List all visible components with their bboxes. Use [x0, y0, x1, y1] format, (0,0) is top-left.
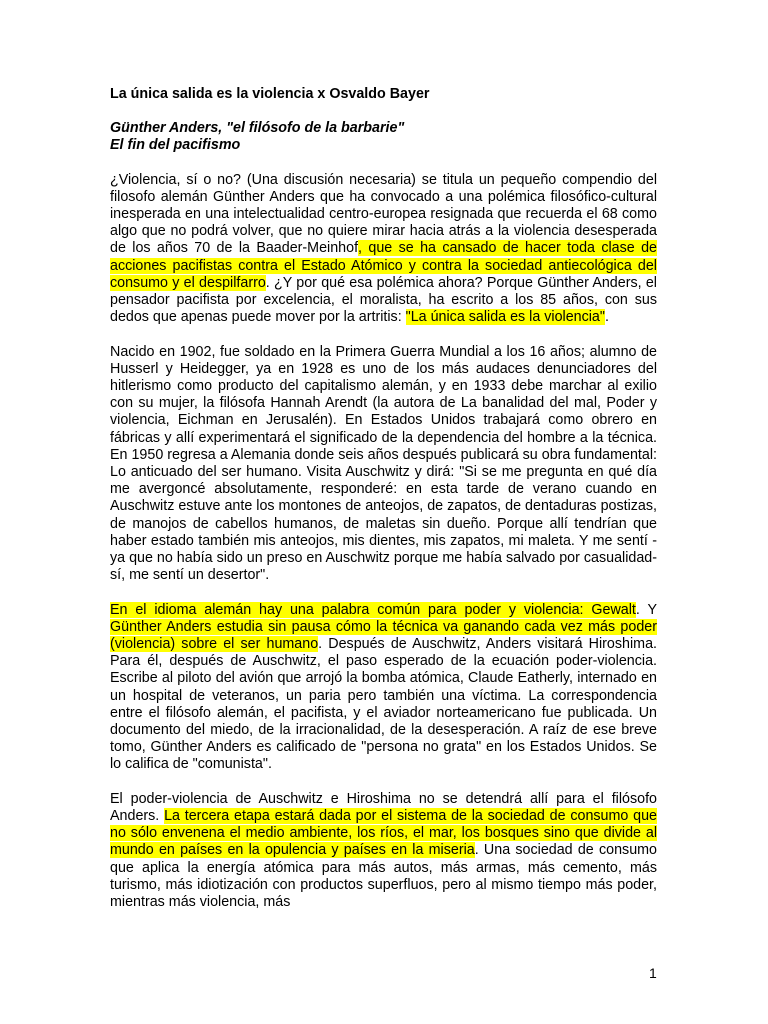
subtitle-line-1: Günther Anders, "el filósofo de la barbarie" — [110, 120, 405, 137]
paragraph-text: . ¿Y por qué esa polémica ahora? Porque Günther Anders, el pensador pacifista por excelencia, el moralista, ha escrito a los 85 años, con sus dedos que apenas puede mover por la artritis: — [110, 274, 657, 326]
subtitle-line-2: El fin del pacifismo — [110, 137, 241, 154]
page-number: 1 — [649, 965, 657, 981]
paragraph-text: . Una sociedad de consumo que aplica la energía atómica para más autos, más armas, más cemento, más turismo, más idiotización con productos superfluos, pero al mismo tiempo más poder, mientras más violencia, más — [110, 842, 658, 911]
paragraph-text: . Y — [635, 601, 657, 618]
paragraph-2 — [110, 344, 657, 585]
paragraph-1 — [110, 172, 657, 327]
highlighted-text: La tercera etapa estará dada por el sistema de la sociedad de consumo que no sólo envenena el medio ambiente, los ríos, el mar, los bosques sino que divide al mundo en países en la opulencia y países en la miseria — [110, 808, 657, 859]
paragraph-text: . Después de Auschwitz, Anders visitará Hiroshima. Para él, después de Auschwitz, el paso esperado de la ecuación poder-violencia. Escribe al piloto del avión que arrojó la bomba atómica, Claude Eatherly, internado en un hospital de veteranos, un paria pero también una víctima. La correspondencia entre el filósofo alemán, el pacifista, y el aviador norteamericano fue publicada. Un documento del miedo, de la irracionalidad, de la desesperación. A raíz de ese breve tomo, Günther Anders es calificado de "persona no grata" en los Estados Unidos. Se lo califica de "comunista". — [110, 636, 657, 773]
paragraph-4 — [110, 791, 657, 911]
paragraph-text: Nacido en 1902, fue soldado en la Primera Guerra Mundial a los 16 años; alumno de Husserl y Heidegger, ya en 1928 es uno de los más audaces denunciadores del hitlerismo como producto del capitalismo alemán, y en 1933 debe marchar al exilio con su mujer, la filósofa Hannah Arendt (la autora de La banalidad del mal, Poder y violencia, Eichman en Jerusalén). En Estados Unidos trabajará como obrero en fábricas y allí experimentará el significado de la dependencia del hombre a la técnica. En 1950 regresa a Alemania donde seis años después publicará su obra fundamental: Lo anticuado del ser humano. Visita Auschwitz y dirá: "Si se me pregunta en qué día me avergoncé absolutamente, responderé: en esta tarde de verano cuando en Auschwitz estuve ante los montones de anteojos, de zapatos, de dentaduras postizas, de manojos de cabellos humanos, de maletas sin dueño. Porque allí tendrían que haber estado también mis anteojos, mis dientes, mis zapatos, mi maleta. Y me sentí -ya que no había sido un preso en Auschwitz porque me había salvado por casualidad- sí, me sentí un desertor". — [110, 343, 657, 584]
paragraph-3 — [110, 602, 657, 774]
paragraph-text: . — [604, 309, 609, 326]
document-title: La única salida es la violencia x Osvaldo Bayer — [110, 86, 430, 102]
paragraph-text: El poder-violencia de Auschwitz e Hiroshima no se detendrá allí para el filósofo Anders. — [110, 790, 657, 825]
highlighted-text: "La única salida es la violencia" — [405, 309, 605, 326]
highlighted-text: En el idioma alemán hay una palabra común para poder y violencia: Gewalt — [110, 601, 636, 618]
highlighted-text: , que se ha cansado de hacer toda clase de acciones pacifistas contra el Estado Atómico y contra la sociedad antiecológica del consumo y el despilfarro — [110, 240, 658, 291]
document-subtitle — [110, 120, 657, 154]
paragraph-text: ¿Violencia, sí o no? (Una discusión necesaria) se titula un pequeño compendio del filosofo alemán Günther Anders que ha convocado a una polémica filosófico-cultural inesperada en una intelectualidad centro-europea resignada que recuerda el 68 como algo que no podrá volver, que no quiere mirar hacia atrás a la violencia desesperada de los años 70 de la Baader-Meinhof — [110, 171, 657, 257]
document-body — [110, 86, 657, 928]
highlighted-text: Günther Anders estudia sin pausa cómo la técnica va ganando cada vez más poder (violencia) sobre el ser humano — [110, 618, 657, 653]
